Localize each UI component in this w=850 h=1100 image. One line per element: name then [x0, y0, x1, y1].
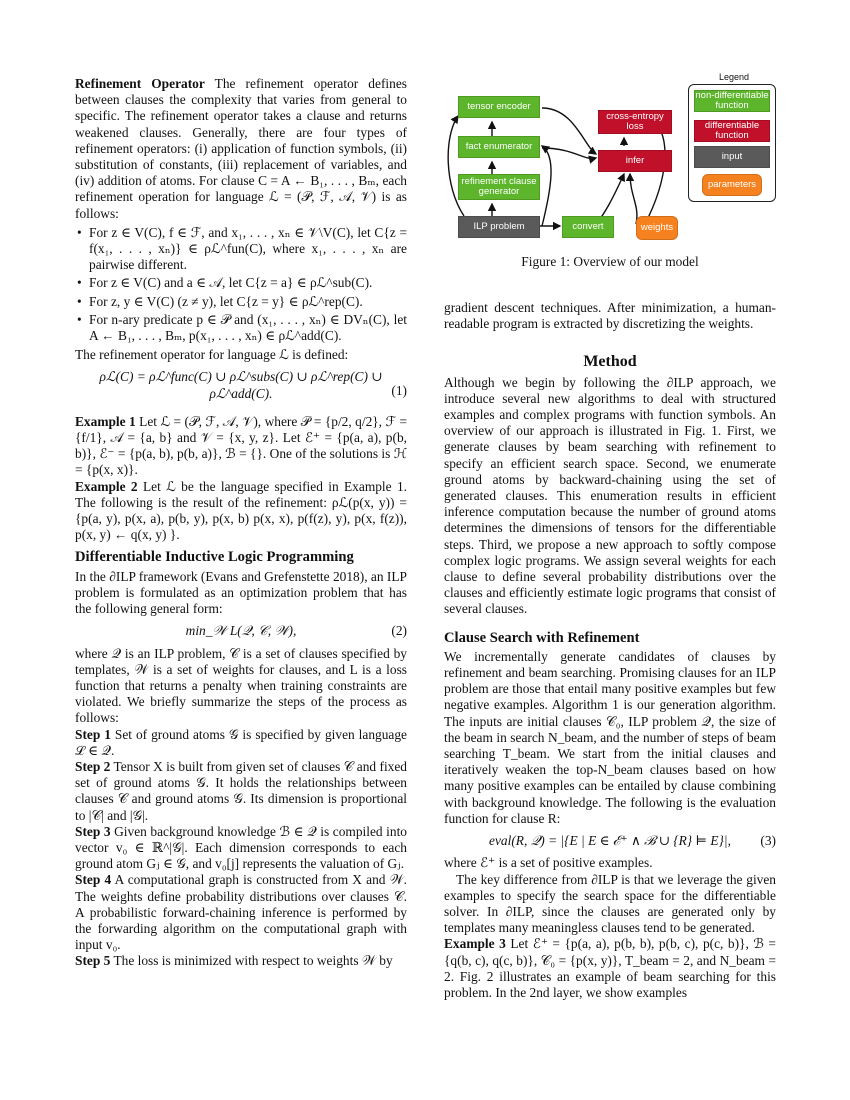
example-3-label: Example 3: [444, 936, 506, 952]
bullet-item: • For n-ary predicate p ∈ 𝒫 and (x₁, . . . , xₙ) ∈ DVₙ(C), let A ← B₁, . . . , Bₘ, p(x₁, . . . , xₙ) ∈ ρℒ^add(C).: [89, 312, 407, 344]
figure-overview: [444, 66, 776, 250]
dilp-explanation: where 𝒬 is an ILP problem, 𝒞 is a set of clauses specified by templates, 𝒲 is a set of weights for clauses, and L is a loss function that returns a penalty when training constraints are violated. We briefly summarize the steps of the process as follows:: [75, 645, 407, 726]
step-5-label: Step 5: [75, 953, 111, 969]
step-5: [75, 953, 407, 969]
example-2-text: Let ℒ be the language specified in Example 1. The following is the result of the refinement: ρℒ(p(x, y)) = {p(a, y), p(x, a), p(b, y), p(x, b) p(x, x), p(f(z), y), p(x, f(z)), p(x, y) ← q(x, y) }.: [75, 478, 407, 543]
step-5-text: The loss is minimized with respect to weights 𝒲 by: [110, 953, 393, 969]
equation-3: [444, 833, 776, 849]
legend-diff: differentiable function: [694, 120, 770, 142]
equation-1: [75, 369, 407, 401]
step-4-label: Step 4: [75, 872, 112, 888]
step-4-text: A computational graph is constructed from X and 𝒲. The weights define probability distributions over clauses 𝒞. A probabilistic forward-chaining inference is performed by the forwarding algorithm on the computational graph with input v₀.: [75, 872, 408, 953]
figure-caption: Figure 1: Overview of our model: [521, 254, 699, 269]
weights-node: weights: [636, 216, 678, 240]
key-difference-paragraph: The key difference from ∂ILP is that we leverage the given examples to specify the search space for the differentiable solver. In ∂ILP, since the clauses are generated only by templates many meaningless clauses tend to be generated.: [444, 871, 776, 936]
example-3: [444, 936, 776, 1001]
continuation-paragraph: gradient descent techniques. After minimization, a human-readable program is extracted by discretizing the weights.: [444, 300, 776, 332]
step-2-text: Tensor X is built from given set of clauses 𝒞 and fixed set of ground atoms 𝒢. It holds the relationships between clauses 𝒞 and ground atoms 𝒢. Its dimension is proportional to |𝒞| and |𝒢|.: [75, 758, 407, 823]
legend-parameters: parameters: [702, 174, 762, 196]
bullet-item: • For z, y ∈ V(C) (z ≠ y), let C{z = y} ∈ ρℒ^rep(C).: [89, 294, 407, 310]
tensor-encoder-node: tensor encoder: [458, 96, 540, 118]
equation-2: [75, 623, 407, 639]
example-1: [75, 414, 407, 479]
infer-node: infer: [598, 150, 672, 172]
example-2-label: Example 2: [75, 478, 138, 494]
legend-non-diff: non-differentiable function: [695, 89, 769, 111]
right-column: [444, 300, 776, 1001]
method-paragraph: Although we begin by following the ∂ILP approach, we introduce several new algorithms to deal with structured examples and complex programs with function symbols. An overview of our approach is illustrated in Fig. 1. First, we generate clauses by beam searching with refinement to specify an efficient search space. Second, we enumerate ground atoms by backward-chaining using the set of generated clauses. This enumeration results in efficient inference computation because the number of ground atoms determines the dimensions of tensors for the differentiable steps. Third, we propose a new approach to softly compose complex logic programs. We assign several weights for each clause to define several probability distributions over the clauses and efficiently estimate logic programs that consist of several clauses.: [444, 374, 776, 617]
refinement-operator-title: Refinement Operator: [75, 76, 205, 91]
equation-3-body: eval(R, 𝒬) = |{E | E ∈ ℰ⁺ ∧ ℬ ∪ {R} ⊨ E}|,: [489, 833, 731, 849]
step-3-text: Given background knowledge ℬ ∈ 𝒬 is compiled into vector v₀ ∈ ℝ^|𝒢|. Each dimension corresponds to each ground atom Gⱼ ∈ 𝒢, and v₀[j] represents the valuation of Gⱼ.: [75, 823, 407, 872]
dilp-intro: In the ∂ILP framework (Evans and Grefenstette 2018), an ILP problem is formulated as an optimization problem that has the following general form:: [75, 568, 407, 617]
example-1-text: Let ℒ = (𝒫, ℱ, 𝒜, 𝒱), where 𝒫 = {p/2, q/2}, ℱ = {f/1}, 𝒜 = {a, b} and 𝒱 = {x, y, z}. Let ℰ⁺ = {p(a, a), p(b, b)}, ℰ⁻ = {p(a, b), p(b, a)}, ℬ = {}. One of the solutions is ℋ = {p(x, x)}.: [75, 413, 407, 478]
equation-3-explanation: where ℰ⁺ is a set of positive examples.: [444, 855, 653, 871]
legend-title: Legend: [719, 72, 750, 82]
clause-search-heading: Clause Search with Refinement: [444, 629, 640, 646]
step-1-label: Step 1: [75, 726, 111, 742]
example-1-label: Example 1: [75, 413, 136, 429]
step-4: [75, 872, 407, 953]
step-2: [75, 759, 407, 824]
ilp-problem-node: ILP problem: [458, 216, 540, 238]
equation-2-number: (2): [391, 623, 407, 639]
step-3: [75, 824, 407, 873]
clause-generator-node: refinement clause generator: [458, 174, 540, 200]
refinement-definition: The refinement operator for language ℒ is defined:: [75, 347, 349, 363]
equation-3-number: (3): [760, 833, 776, 849]
equation-2-body: min_𝒲 L(𝒬, 𝒞, 𝒲),: [185, 623, 297, 639]
bullet-item: • For z ∈ V(C) and a ∈ 𝒜, let C{z = a} ∈ ρℒ^sub(C).: [89, 275, 407, 291]
bullet-item: • For z ∈ V(C), f ∈ ℱ, and x₁, . . . , xₙ ∈ 𝒱\V(C), let C{z = f(x₁, . . . , xₙ)} ∈ ρℒ^fun(C), where x₁, . . . , xₙ are pairwise different.: [89, 225, 407, 274]
clause-search-paragraph: We incrementally generate candidates of clauses by refinement and beam searching. Promising clauses for an ILP problem are those that entail many positive examples but few negative examples. Algorithm 1 is our generation algorithm. The inputs are initial clauses 𝒞₀, ILP problem 𝒬, the size of the beam in search N_beam, and the number of steps of beam searching T_beam. We start from the initial clauses and iteratively weaken the top-N_beam clauses based on how many positive examples can be entailed by clause combining with background knowledge. The following is the evaluation function for clause R:: [444, 648, 776, 826]
step-1-text: Set of ground atoms 𝒢 is specified by given language ℒ ∈ 𝒬.: [75, 726, 407, 758]
convert-node: convert: [562, 216, 614, 238]
step-3-label: Step 3: [75, 823, 111, 839]
step-1: [75, 727, 407, 759]
example-3-text: Let ℰ⁺ = {p(a, a), p(b, b), p(b, c), p(c, b)}, ℬ = {q(b, c), q(c, b)}, 𝒞₀ = {p(x, y)}, T_beam = 2, and N_beam = 2. Fig. 2 illustrates an example of beam searching for this problem. In the 2nd layer, we show examples: [444, 936, 776, 1000]
refinement-operator-paragraph: [75, 76, 407, 222]
cross-entropy-node: cross-entropy loss: [598, 110, 672, 134]
dilp-heading: Differentiable Inductive Logic Programming: [75, 549, 354, 566]
equation-1-number: (1): [391, 383, 407, 399]
method-heading: Method: [583, 353, 637, 371]
step-2-label: Step 2: [75, 758, 111, 774]
fact-enumerator-node: fact enumerator: [458, 136, 540, 158]
example-2: [75, 479, 407, 544]
left-column: [75, 76, 407, 970]
equation-1-body: ρℒ(C) = ρℒ^func(C) ∪ ρℒ^subs(C) ∪ ρℒ^rep(C) ∪ ρℒ^add(C).: [99, 369, 383, 401]
refinement-operator-text: The refinement operator defines between clauses the complexity that varies from general to specific. The refinement operator takes a clause and returns weakened clauses. Generally, there are four types of refinement operators: (i) application of function symbols, (ii) substitution of constants, (iii) replacement of variables, and (iv) addition of atoms. For clause C = A ← B₁, . . . , Bₘ, each refinement operation for language ℒ = (𝒫, ℱ, 𝒜, 𝒱) is as follows:: [75, 76, 407, 221]
legend-input: input: [694, 146, 770, 168]
refinement-bullets: [75, 225, 407, 344]
